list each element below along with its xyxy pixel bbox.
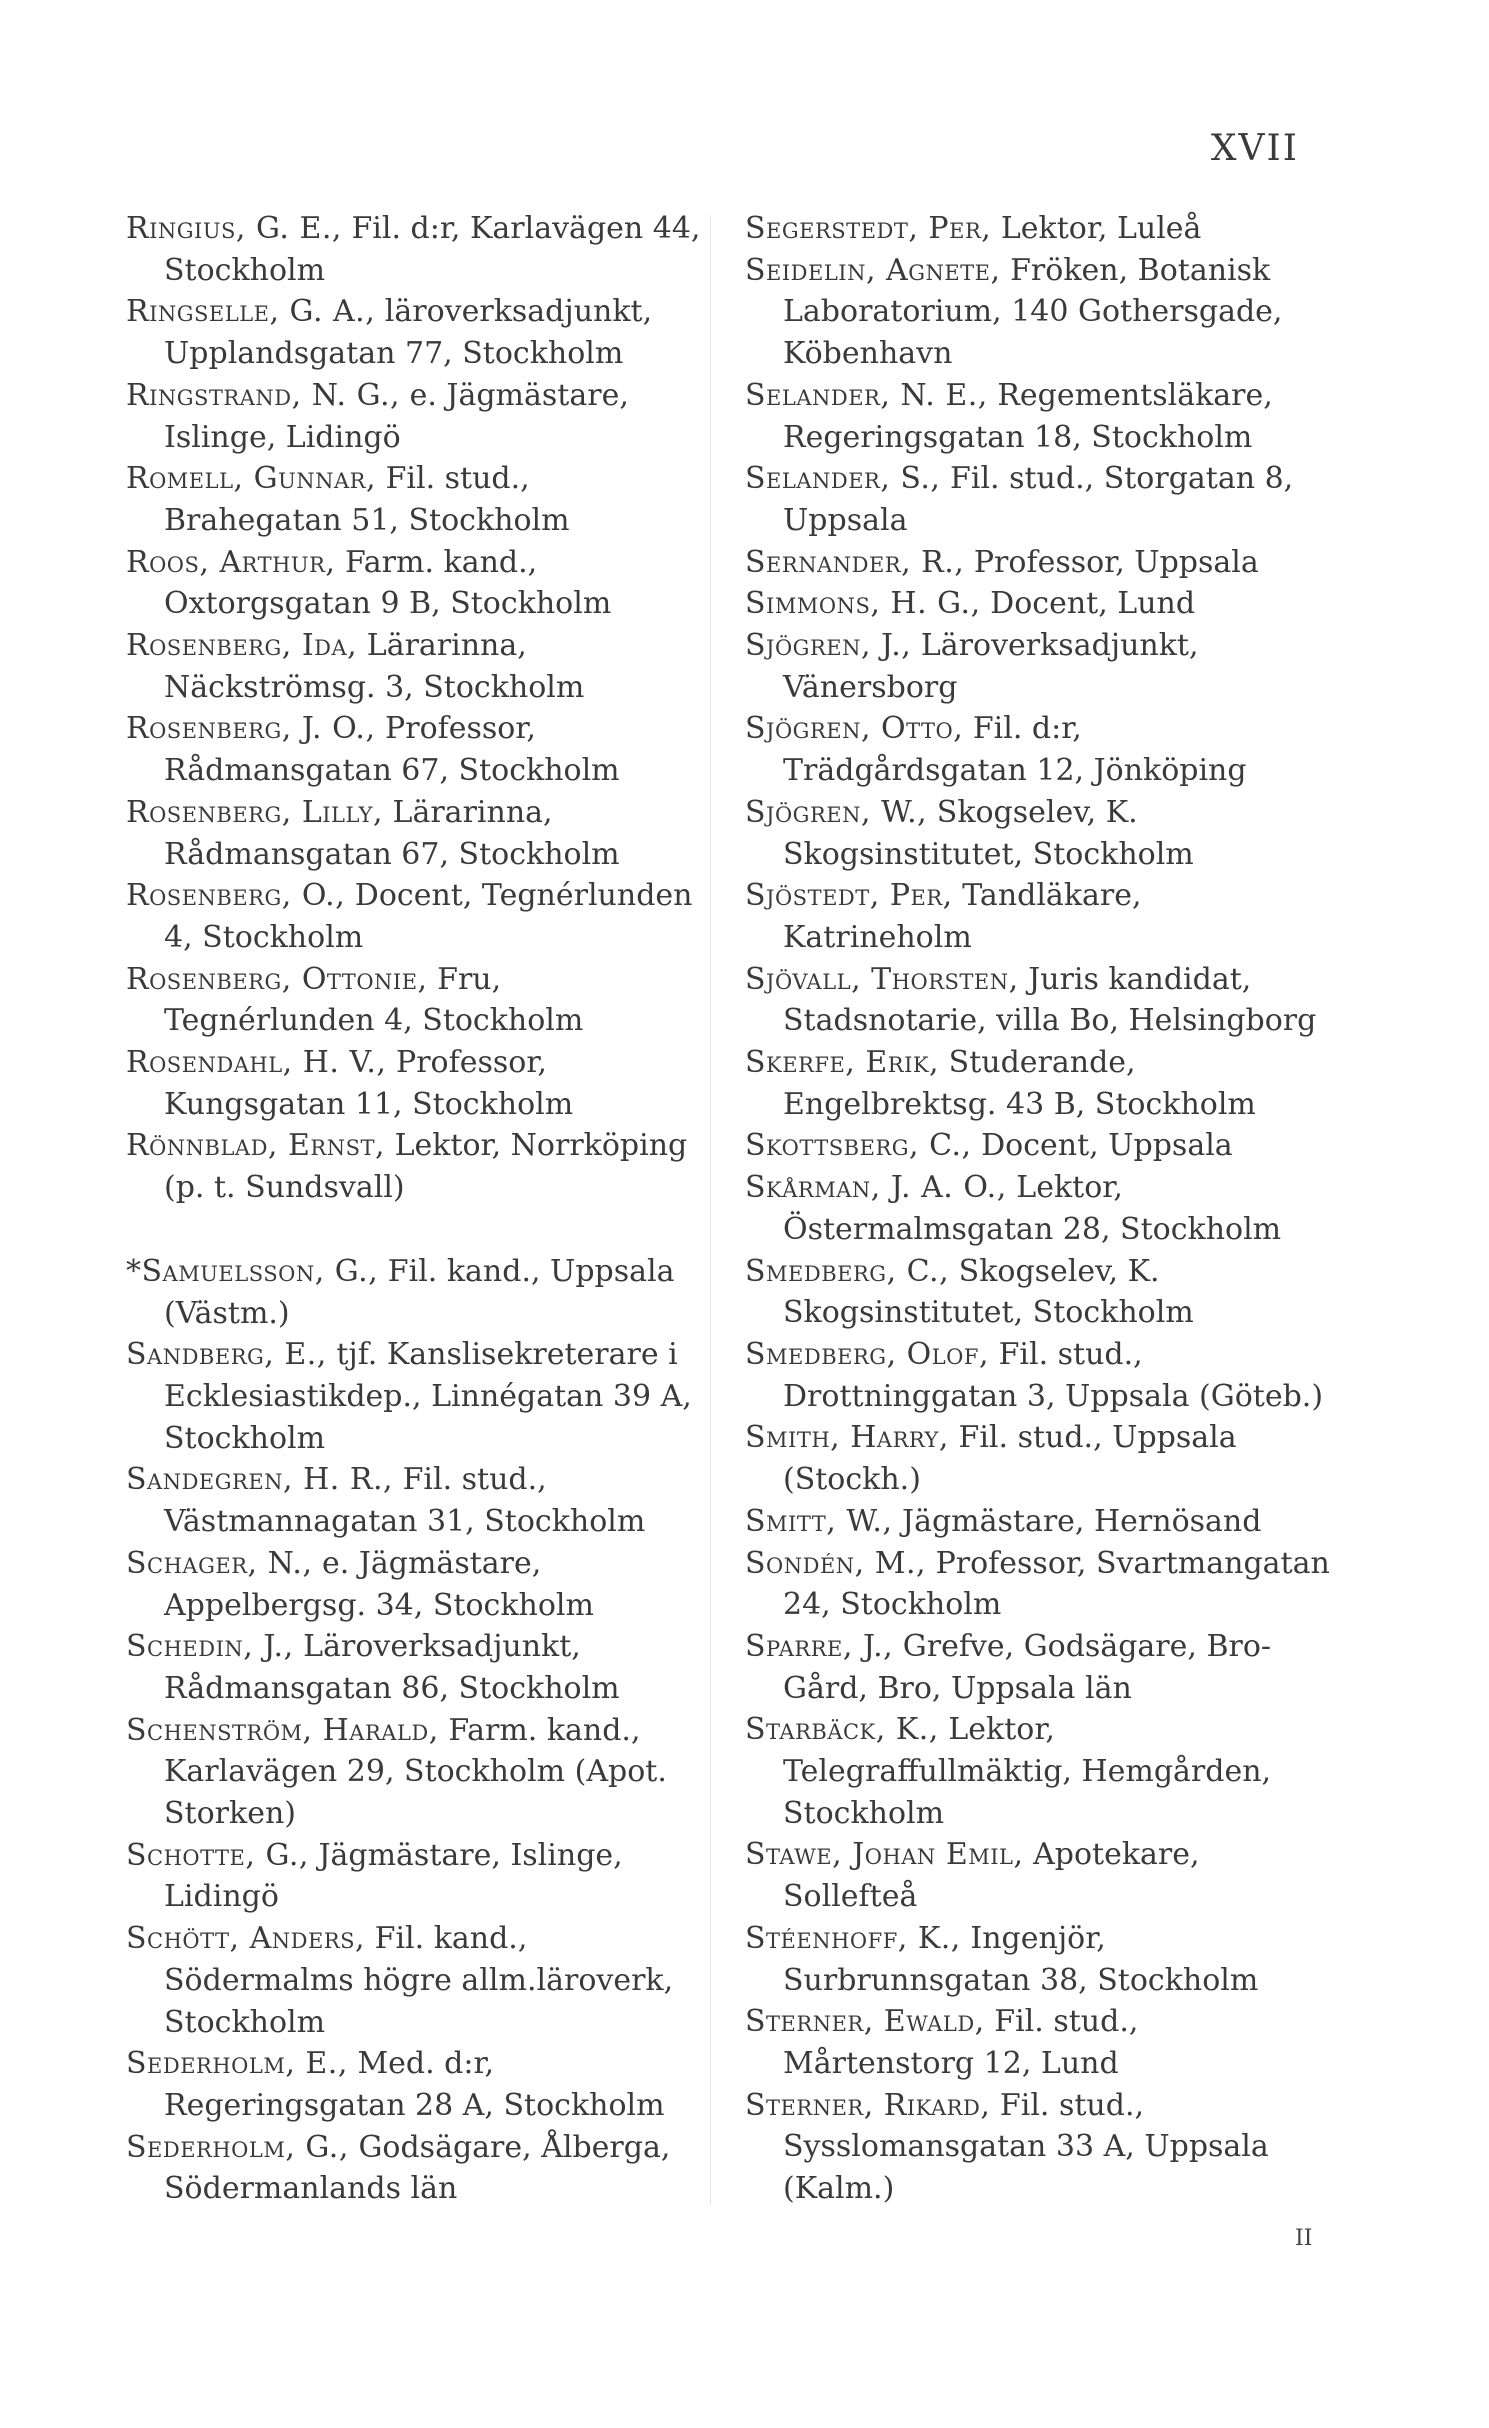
entry-name: Sandberg, E., [126, 1337, 327, 1373]
entry-name: Smedberg, Olof, [745, 1336, 990, 1372]
entry-details: Fil. stud., Storgatan 8, Uppsala [783, 461, 1294, 538]
directory-entry [126, 1626, 716, 1709]
entry-details: Studerande, Engelbrektsg. 43 B, Stockholm [783, 1045, 1256, 1122]
entry-name: Segerstedt, Per, [745, 211, 992, 246]
entry-details: Regementsläkare, Regeringsgatan 18, Stockholm [783, 377, 1273, 455]
directory-entry [745, 2085, 1335, 2210]
entry-name: Schager, N., [126, 1545, 313, 1581]
directory-entry [745, 458, 1335, 541]
directory-entry [745, 1417, 1335, 1500]
entry-details: Skogselev, K. Skogsinstitutet, Stockholm [783, 794, 1194, 872]
directory-entry [745, 792, 1335, 875]
directory-entry [745, 2001, 1335, 2084]
entry-name: Skottsberg, C., [745, 1128, 972, 1164]
entry-name: Sederholm, G., [126, 2129, 349, 2165]
directory-entry [126, 458, 716, 541]
entry-details: Fil. d:r, Trädgårdsgatan 12, Jönköping [783, 711, 1247, 789]
entry-details: Skogselev, K. Skogsinstitutet, Stockholm [783, 1253, 1194, 1331]
entry-details: Professor, Kungsgatan 11, Stockholm [164, 1045, 574, 1122]
entry-details: Fil. stud., Brahegatan 51, Stockholm [164, 461, 570, 538]
directory-entry [745, 542, 1335, 584]
entry-name: Selander, N. E., [745, 377, 988, 413]
entry-details: Docent, Tegnérlunden 4, Stockholm [164, 878, 693, 955]
entry-name: Rosenberg, O., [126, 878, 346, 914]
entry-details: Docent, Lund [990, 586, 1196, 622]
directory-entry [126, 542, 716, 625]
directory-entry [126, 708, 716, 791]
directory-entry [126, 1125, 716, 1208]
directory-entry [745, 625, 1335, 708]
entry-name: Rosenberg, Ida, [126, 628, 358, 664]
entry-name: Skårman, J. A. O., [745, 1170, 1007, 1206]
directory-entry [745, 1918, 1335, 2001]
entry-details: Professor, Svartmangatan 24, Stockholm [783, 1545, 1330, 1623]
entry-name: Stawe, Johan Emil, [745, 1837, 1024, 1873]
signature-mark: II [1295, 2226, 1313, 2251]
entry-details: Godsägare, Ålberga, Södermanlands län [164, 2129, 671, 2207]
directory-entry [745, 250, 1335, 375]
directory-entry [745, 959, 1335, 1042]
directory-entry [126, 375, 716, 458]
entry-name: Selander, S., [745, 461, 941, 497]
directory-entry [745, 1167, 1335, 1250]
entry-details: Fil. stud., Drottninggatan 3, Uppsala (Göteb.) [783, 1336, 1324, 1414]
entry-details: Lektor, Östermalmsgatan 28, Stockholm [783, 1170, 1282, 1247]
entry-name: Smith, Harry, [745, 1420, 949, 1456]
entry-name: Sandegren, H. R., [126, 1462, 394, 1498]
directory-entry [126, 1918, 716, 2043]
directory-entry [126, 291, 716, 374]
right-column [745, 208, 1335, 2210]
entry-name: Rosendahl, H. V., [126, 1045, 387, 1081]
entry-details: Docent, Uppsala [981, 1128, 1233, 1164]
directory-entry [126, 1334, 716, 1459]
entry-details: Jägmästare, Hernösand [902, 1503, 1262, 1539]
entry-name: Smitt, W., [745, 1503, 893, 1539]
directory-entry [745, 875, 1335, 958]
entry-name: Sparre, J., [745, 1628, 894, 1664]
directory-entry [126, 1459, 716, 1542]
directory-entry [126, 792, 716, 875]
directory-entry [745, 375, 1335, 458]
entry-name: Rönnblad, Ernst, [126, 1128, 386, 1164]
entry-details: läroverksadjunkt, Upplandsgatan 77, Stockholm [164, 294, 653, 372]
entry-details: Fil. kand., Södermalms högre allm.läroverk, Stockholm [164, 1921, 674, 2040]
directory-entry [126, 959, 716, 1042]
entry-details: tjf. Kanslisekreterare i Ecklesiastikdep., Linnégatan 39 A, Stockholm [164, 1337, 692, 1456]
directory-entry [745, 583, 1335, 625]
directory-entry [126, 875, 716, 958]
entry-details: Fröken, Botanisk Laboratorium, 140 Gothersgade, Köbenhavn [783, 252, 1283, 372]
entry-details: Tandläkare, Katrineholm [783, 878, 1142, 955]
entry-details: Fil. kand., Uppsala (Västm.) [164, 1253, 675, 1331]
directory-entry [745, 208, 1335, 250]
entry-details: e. Jägmästare, Appelbergsg. 34, Stockholm [164, 1545, 594, 1623]
directory-entry [126, 2043, 716, 2126]
directory-entry [745, 1543, 1335, 1626]
entry-details: Professor, Uppsala [973, 544, 1259, 580]
entry-details: Ingenjör, Surbrunnsgatan 38, Stockholm [783, 1920, 1259, 1998]
entry-name: Sterner, Rikard, [745, 2087, 991, 2123]
entry-name: Sjögren, J., [745, 628, 912, 664]
page-number: XVII [1210, 128, 1299, 169]
entry-details: Med. d:r, Regeringsgatan 28 A, Stockholm [164, 2046, 665, 2123]
entry-details: Läroverksadjunkt, Rådmansgatan 86, Stockholm [164, 1629, 620, 1706]
directory-entry [745, 1125, 1335, 1167]
entry-details: Lektor, Telegraffullmäktig, Hemgården, Stockholm [783, 1712, 1272, 1831]
left-column [126, 208, 716, 2210]
entry-details: Grefve, Godsägare, Bro-Gård, Bro, Uppsala län [783, 1628, 1272, 1706]
directory-entry [745, 1834, 1335, 1917]
entry-name: Schedin, J., [126, 1629, 294, 1665]
directory-entry [126, 1835, 716, 1918]
directory-entry [745, 1251, 1335, 1334]
entry-details: Jägmästare, Islinge, Lidingö [164, 1837, 623, 1915]
entry-details: Lektor, Norrköping (p. t. Sundsvall) [164, 1128, 688, 1206]
entry-name: Starbäck, K., [745, 1712, 939, 1748]
entry-details: Lärarinna, Rådmansgatan 67, Stockholm [164, 794, 620, 872]
directory-entry [745, 1626, 1335, 1709]
entry-name: Roos, Arthur, [126, 544, 336, 580]
entry-name: Skerfe, Erik, [745, 1045, 940, 1081]
entry-details: Fil. stud., Västmannagatan 31, Stockholm [164, 1462, 646, 1540]
entry-name: Smedberg, C., [745, 1253, 950, 1289]
entry-name: Sjöstedt, Per, [745, 878, 953, 914]
entry-name: Ringius, G. E., [126, 211, 342, 246]
directory-entry [126, 208, 716, 291]
entry-details: Fru, Tegnérlunden 4, Stockholm [164, 961, 584, 1039]
entry-name: Ringstrand, N. G., [126, 377, 401, 413]
entry-details: e. Jägmästare, Islinge, Lidingö [164, 377, 629, 455]
entry-name: Sjögren, W., [745, 794, 928, 830]
entry-name: Rosenberg, Ottonie, [126, 961, 428, 997]
entry-name: Romell, Gunnar, [126, 461, 377, 497]
entry-details: Professor, Rådmansgatan 67, Stockholm [164, 711, 620, 789]
entry-details: Fil. stud., Uppsala (Stockh.) [783, 1420, 1237, 1498]
entry-details: Lektor, Luleå [1000, 211, 1202, 246]
directory-entry [126, 1543, 716, 1626]
entry-name: Sjögren, Otto, [745, 711, 964, 747]
directory-entry [126, 625, 716, 708]
entry-details: Fil. stud., Mårtenstorg 12, Lund [783, 2004, 1139, 2081]
directory-entry [126, 2127, 716, 2210]
entry-name: Schött, Anders, [126, 1921, 366, 1957]
entry-name: Sjövall, Thorsten, [745, 961, 1019, 997]
entry-name: Simmons, H. G., [745, 586, 981, 622]
entry-name: Stéenhoff, K., [745, 1920, 961, 1956]
entry-details: Farm. kand., Karlavägen 29, Stockholm (Apot. Storken) [164, 1712, 667, 1832]
entry-details: Juris kandidat, Stadsnotarie, villa Bo, Helsingborg [783, 961, 1317, 1039]
entry-name: Sterner, Ewald, [745, 2004, 985, 2040]
entry-details: Lärarinna, Näckströmsg. 3, Stockholm [164, 628, 585, 705]
entry-name: Rosenberg, J. O., [126, 711, 376, 747]
directory-entry [126, 1042, 716, 1125]
entry-details: Apotekare, Sollefteå [783, 1837, 1200, 1915]
directory-entry [745, 1042, 1335, 1125]
directory-entry [126, 1251, 716, 1334]
directory-entry [745, 1709, 1335, 1834]
entry-name: Schenström, Harald, [126, 1712, 439, 1748]
entry-name: Sederholm, E., [126, 2046, 348, 2082]
entry-name: Sernander, R., [745, 544, 965, 580]
directory-entry [745, 708, 1335, 791]
entry-details: Farm. kand., Oxtorgsgatan 9 B, Stockholm [164, 544, 612, 622]
directory-entry [745, 1334, 1335, 1417]
directory-entry [126, 1710, 716, 1835]
entry-name: *Samuelsson, G., [126, 1253, 379, 1289]
directory-entry [745, 1501, 1335, 1543]
entry-name: Rosenberg, Lilly, [126, 794, 383, 830]
entry-name: Schotte, G., [126, 1837, 309, 1873]
entry-details: Fil. stud., Sysslomansgatan 33 A, Uppsala (Kalm.) [783, 2087, 1269, 2207]
entry-details: Fil. d:r, Karlavägen 44, Stockholm [164, 211, 701, 288]
entry-details: Läroverksadjunkt, Vänersborg [783, 628, 1199, 705]
entry-name: Ringselle, G. A., [126, 294, 376, 330]
entry-name: Seidelin, Agnete, [745, 252, 1001, 288]
entry-name: Sondén, M., [745, 1545, 927, 1581]
